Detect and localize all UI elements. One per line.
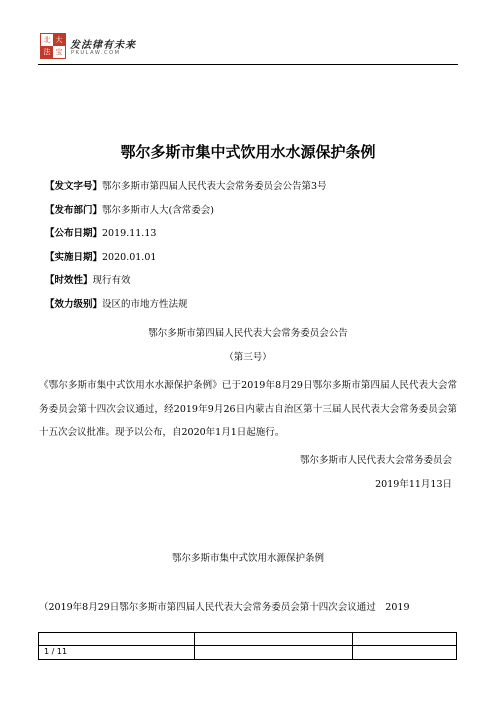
- meta-row-effective-date: [45, 251, 465, 275]
- meta-row-issuer: [45, 204, 465, 228]
- logo-char: 北: [41, 34, 53, 46]
- announcement-date: 2019年11月13日: [375, 479, 452, 490]
- document-title: 鄂尔多斯市集中式饮用水水源保护条例: [120, 143, 376, 161]
- meta-value: 2019.11.13: [102, 228, 157, 239]
- meta-value: 2020.01.01: [102, 251, 157, 263]
- document-header: [40, 33, 460, 65]
- page-number: 1 / 11: [44, 647, 68, 656]
- announcement-heading: 鄂尔多斯市第四届人民代表大会常务委员会公告: [148, 328, 348, 339]
- meta-value: 设区的市地方性法规: [102, 298, 188, 310]
- brand-url: PKULAW.COM: [71, 50, 121, 56]
- footer-cell-divider: [194, 633, 195, 645]
- meta-row-validity: [45, 274, 465, 298]
- regulation-title: 鄂尔多斯市集中式饮用水源保护条例: [171, 553, 324, 564]
- logo-char: 大: [53, 34, 65, 46]
- meta-label: 【实施日期】: [45, 251, 103, 263]
- logo-char: 法: [41, 46, 53, 58]
- page-footer: [38, 632, 457, 660]
- meta-label: 【发文字号】: [45, 181, 103, 192]
- logo-char: 宝: [53, 46, 65, 58]
- meta-label: 【时效性】: [45, 275, 93, 286]
- meta-value: 鄂尔多斯市第四届人民代表大会常务委员会公告第3号: [102, 181, 327, 192]
- meta-value: 鄂尔多斯市人大(含常委会): [102, 204, 214, 216]
- meta-label: 【发布部门】: [45, 204, 103, 216]
- meta-row-doc-number: [45, 180, 465, 204]
- announcement-body: 《鄂尔多斯市集中式饮用水水源保护条例》已于2019年8月29日鄂尔多斯市第四届人民代表大会常务委员会第十四次会议通过，经2019年9月26日内蒙古自治区第十三届人民代表大会常务委员会第十五次会议批准。现予以公布，自2020年1月1日起施行。: [39, 380, 457, 438]
- pkulaw-logo: [40, 33, 66, 59]
- footer-cell-divider: [352, 633, 353, 645]
- regulation-note: （2019年8月29日鄂尔多斯市第四届人民代表大会常务委员会第十四次会议通过 2019: [39, 602, 410, 613]
- footer-cell-divider: [352, 646, 353, 659]
- meta-value: 现行有效: [92, 275, 131, 286]
- announcement-signer: 鄂尔多斯市人民代表大会常务委员会: [299, 455, 452, 466]
- meta-row-publish-date: [45, 227, 465, 251]
- footer-row-top: [38, 632, 457, 646]
- header-divider: [38, 64, 458, 65]
- brand-slogan: 发法律有未来: [70, 40, 136, 51]
- metadata-block: [45, 180, 465, 321]
- footer-row-bottom: [38, 646, 457, 660]
- announcement-number: （第三号）: [224, 352, 272, 363]
- meta-row-level: [45, 298, 465, 322]
- meta-label: 【公布日期】: [45, 228, 103, 239]
- footer-cell-divider: [194, 646, 195, 659]
- meta-label: 【效力级别】: [45, 298, 103, 310]
